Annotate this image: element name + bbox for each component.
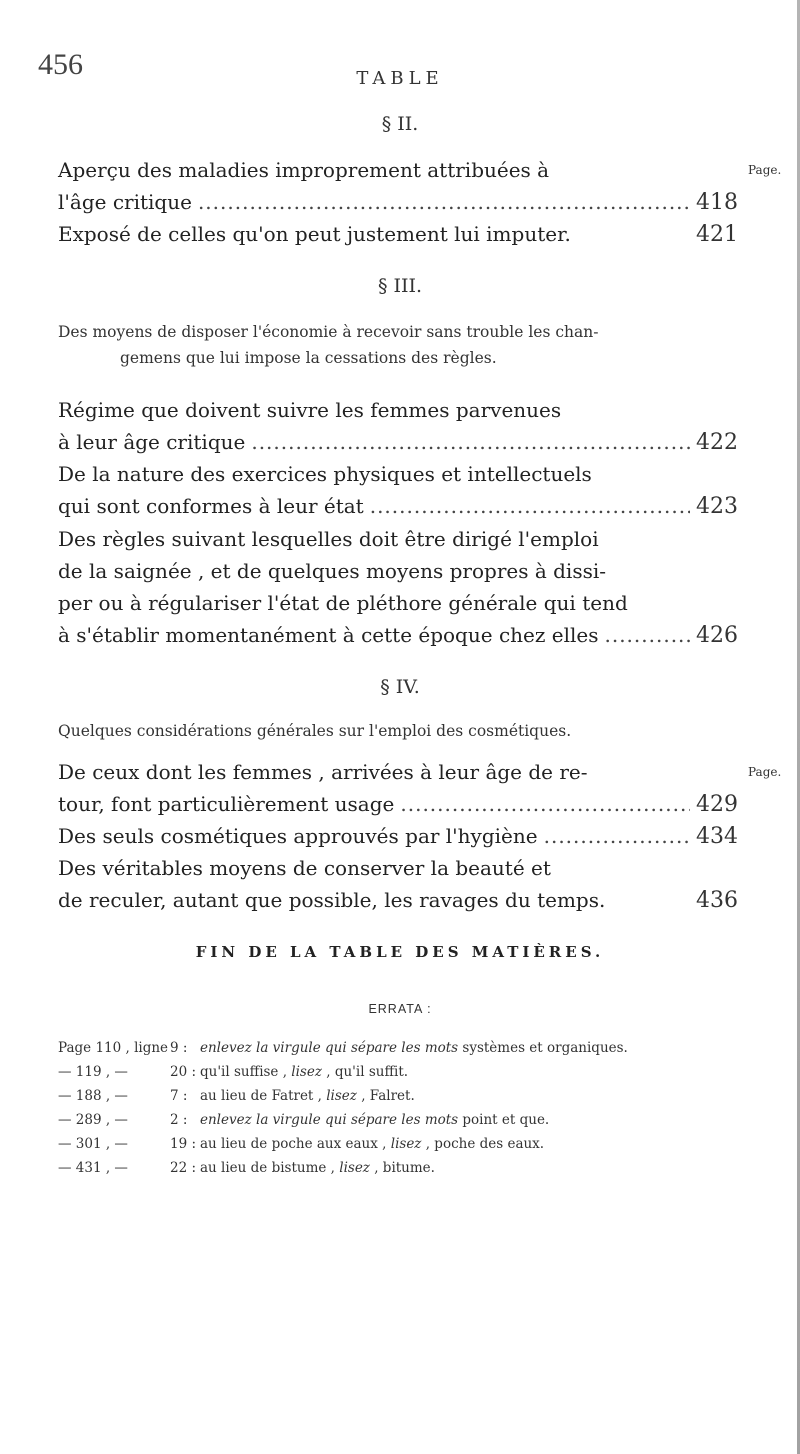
toc-page-number: 423 xyxy=(696,494,738,519)
errata-line: 7 : xyxy=(170,1088,188,1104)
toc-page-number: 422 xyxy=(696,430,738,455)
toc-entry-text: à s'établir momentanément à cette époque chez elles xyxy=(58,623,599,647)
errata-text: point et que. xyxy=(458,1112,550,1128)
leader-dots xyxy=(544,824,690,848)
toc-entry xyxy=(58,792,738,817)
section-summary: Quelques considérations générales sur l'emploi des cosmétiques. xyxy=(58,722,572,740)
toc-entry-line: De la nature des exercices physiques et intellectuels xyxy=(58,462,592,486)
errata-italic: lisez xyxy=(326,1088,357,1104)
toc-page-number: 421 xyxy=(696,222,738,247)
leader-dots xyxy=(251,430,690,454)
toc-entry-text: qui sont conformes à leur état xyxy=(58,494,364,518)
toc-entry-line: Des véritables moyens de conserver la beauté et xyxy=(58,856,551,880)
toc-entry-text: tour, font particulièrement usage xyxy=(58,792,395,816)
errata-title: ERRATA : xyxy=(368,1002,432,1016)
errata-row xyxy=(58,1088,758,1104)
errata-line: 19 : xyxy=(170,1136,197,1152)
errata-text: au lieu de Fatret , xyxy=(200,1088,327,1104)
toc-entry-text: Des seuls cosmétiques approuvés par l'hygiène xyxy=(58,824,538,848)
errata-text: au lieu de bistume , xyxy=(200,1160,340,1176)
toc-entry xyxy=(58,430,738,455)
toc-entry-line: Aperçu des maladies improprement attribuées à xyxy=(58,158,550,182)
errata-italic: lisez xyxy=(339,1160,370,1176)
errata-text: , poche des eaux. xyxy=(421,1136,545,1152)
toc-entry-line: Des règles suivant lesquelles doit être dirigé l'emploi xyxy=(58,527,599,551)
errata-text: , bitume. xyxy=(369,1160,435,1176)
errata-text: au lieu de poche aux eaux , xyxy=(200,1136,391,1152)
toc-entry-text: de reculer, autant que possible, les ravages du temps. xyxy=(58,888,606,912)
errata-italic: lisez xyxy=(390,1136,422,1152)
toc-page-number: 426 xyxy=(696,623,738,648)
toc-entry-text: à leur âge critique xyxy=(58,430,246,454)
errata-line: 22 : xyxy=(170,1160,197,1176)
toc-page-number: 434 xyxy=(696,824,738,849)
errata-text: systèmes et organiques. xyxy=(458,1040,628,1056)
errata-page: — 301 , — xyxy=(58,1136,128,1152)
errata-line: 2 : xyxy=(170,1112,188,1128)
section-summary: Des moyens de disposer l'économie à recevoir sans trouble les chan- xyxy=(58,323,599,341)
toc-entry-text: Exposé de celles qu'on peut justement lui imputer. xyxy=(58,222,571,246)
errata-row xyxy=(58,1136,758,1152)
errata-row xyxy=(58,1160,758,1176)
errata-text: qu'il suffise , xyxy=(200,1064,292,1080)
toc-entry xyxy=(58,824,738,849)
errata-page: — 431 , — xyxy=(58,1160,128,1176)
section-heading-3: § III. xyxy=(377,275,423,297)
page-number: 456 xyxy=(38,48,83,81)
errata-line: 9 : xyxy=(170,1040,188,1056)
errata-row xyxy=(58,1064,758,1080)
leader-dots xyxy=(400,792,690,816)
leader-dots xyxy=(198,190,690,214)
errata-italic: lisez xyxy=(291,1064,322,1080)
toc-entry xyxy=(58,222,738,247)
end-of-table: FIN DE LA TABLE DES MATIÈRES. xyxy=(195,943,605,961)
toc-page-number: 418 xyxy=(696,190,738,215)
errata-row xyxy=(58,1040,758,1056)
toc-entry-line: De ceux dont les femmes , arrivées à leur âge de re- xyxy=(58,760,588,784)
errata-page: — 188 , — xyxy=(58,1088,128,1104)
toc-entry-line: per ou à régulariser l'état de pléthore générale qui tend xyxy=(58,591,628,615)
toc-entry-text: l'âge critique xyxy=(58,190,192,214)
section-heading-4: § IV. xyxy=(380,676,420,698)
page-label: Page. xyxy=(748,765,782,779)
errata-page: — 289 , — xyxy=(58,1112,128,1128)
running-head: TABLE xyxy=(356,68,444,89)
leader-dots xyxy=(370,494,690,518)
toc-entry xyxy=(58,888,738,913)
errata-italic: enlevez la virgule qui sépare les mots xyxy=(200,1040,459,1056)
section-summary: gemens que lui impose la cessations des règles. xyxy=(120,349,497,367)
errata-page: Page 110 , ligne xyxy=(58,1040,169,1056)
toc-page-number: 429 xyxy=(696,792,738,817)
toc-page-number: 436 xyxy=(696,888,738,913)
toc-entry-line: de la saignée , et de quelques moyens propres à dissi- xyxy=(58,559,606,583)
errata-text: , Falret. xyxy=(356,1088,415,1104)
errata-row xyxy=(58,1112,758,1128)
toc-entry xyxy=(58,623,738,648)
errata-page: — 119 , — xyxy=(58,1064,128,1080)
errata-line: 20 : xyxy=(170,1064,197,1080)
section-heading-2: § II. xyxy=(381,113,419,135)
toc-entry-line: Régime que doivent suivre les femmes parvenues xyxy=(58,398,562,422)
toc-entry xyxy=(58,190,738,215)
errata-text: , qu'il suffit. xyxy=(321,1064,409,1080)
toc-entry xyxy=(58,494,738,519)
page-label: Page. xyxy=(748,163,782,177)
leader-dots xyxy=(604,623,690,647)
errata-italic: enlevez la virgule qui sépare les mots xyxy=(200,1112,459,1128)
